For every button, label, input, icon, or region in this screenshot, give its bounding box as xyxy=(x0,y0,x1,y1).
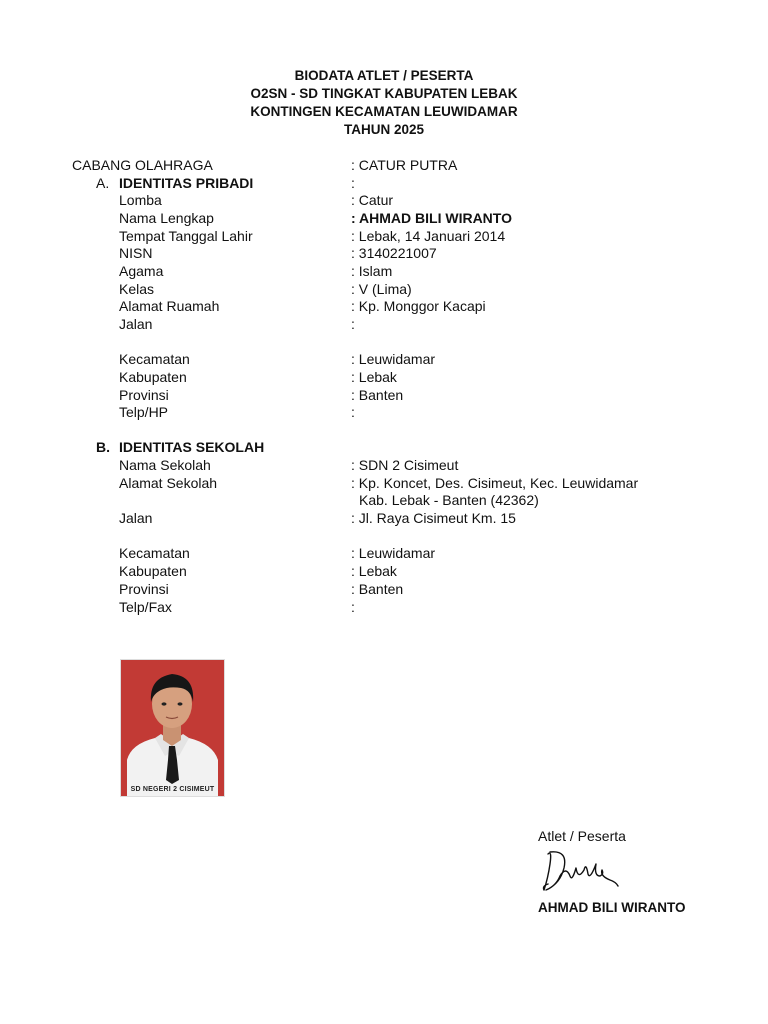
field-value: : Banten xyxy=(351,387,404,403)
section-b-marker: B. xyxy=(96,439,110,455)
field-label: Alamat Ruamah xyxy=(119,298,220,314)
field-value: : SDN 2 Cisimeut xyxy=(351,457,459,473)
section-a-heading xyxy=(0,174,768,192)
field-value: : Islam xyxy=(351,263,393,279)
field-label: Nama Lengkap xyxy=(119,210,214,226)
field-row-nisn xyxy=(0,244,768,262)
field-value: : Banten xyxy=(351,581,404,597)
field-label: Nama Sekolah xyxy=(119,457,211,473)
field-value: : Kp. Monggor Kacapi xyxy=(351,298,486,314)
field-value: : Leuwidamar xyxy=(351,545,436,561)
photo-caption: SD NEGERI 2 CISIMEUT xyxy=(130,786,215,793)
field-value: : V (Lima) xyxy=(351,281,412,297)
section-a-colon: : xyxy=(351,175,355,191)
field-label: Tempat Tanggal Lahir xyxy=(119,228,253,244)
section-b-heading xyxy=(0,438,768,456)
field-value: : Lebak xyxy=(351,563,397,579)
field-row-agama xyxy=(0,262,768,280)
field-label: NISN xyxy=(119,245,153,261)
cabang-value: : CATUR PUTRA xyxy=(351,157,458,173)
field-value: : Leuwidamar xyxy=(351,351,436,367)
field-label: Kelas xyxy=(119,281,155,297)
field-label: Jalan xyxy=(119,316,153,332)
header-contingent: KONTINGEN KECAMATAN LEUWIDAMAR xyxy=(250,104,518,119)
field-row-kecamatan xyxy=(0,350,768,368)
field-row-alamat-rumah xyxy=(0,297,768,315)
field-label: Lomba xyxy=(119,192,162,208)
field-value: : Lebak xyxy=(351,369,397,385)
field-row-alamat-sekolah xyxy=(0,474,768,492)
handwritten-signature-icon xyxy=(538,846,628,896)
field-label: Alamat Sekolah xyxy=(119,475,218,491)
field-value-continued: Kab. Lebak - Banten (42362) xyxy=(359,492,539,508)
field-row-provinsi xyxy=(0,386,768,404)
field-row-jalan xyxy=(0,315,768,333)
field-value: : Lebak, 14 Januari 2014 xyxy=(351,228,506,244)
field-value: : xyxy=(351,599,355,615)
field-value: : Kp. Koncet, Des. Cisimeut, Kec. Leuwidamar xyxy=(351,475,639,491)
field-value: : Catur xyxy=(351,192,394,208)
field-label: Kecamatan xyxy=(119,351,190,367)
field-label: Kabupaten xyxy=(119,369,187,385)
field-label: Provinsi xyxy=(119,581,169,597)
field-row-telp-fax xyxy=(0,598,768,616)
field-label: Agama xyxy=(119,263,164,279)
field-row-kecamatan-sekolah xyxy=(0,544,768,562)
field-row-alamat-sekolah-cont xyxy=(0,491,768,509)
field-row-jalan-sekolah xyxy=(0,509,768,527)
field-row-nama-sekolah xyxy=(0,456,768,474)
field-row-provinsi-sekolah xyxy=(0,580,768,598)
section-a-title: IDENTITAS PRIBADI xyxy=(119,175,254,191)
field-row-nama-lengkap xyxy=(0,209,768,227)
field-row-kabupaten-sekolah xyxy=(0,562,768,580)
student-photo xyxy=(120,659,225,797)
field-label: Jalan xyxy=(119,510,153,526)
document-header xyxy=(0,67,768,139)
section-b-title: IDENTITAS SEKOLAH xyxy=(119,439,265,455)
field-row-kelas xyxy=(0,280,768,298)
cabang-label: CABANG OLAHRAGA xyxy=(72,157,213,173)
field-value: : AHMAD BILI WIRANTO xyxy=(351,210,512,226)
field-label: Provinsi xyxy=(119,387,169,403)
section-a-marker: A. xyxy=(96,175,110,191)
header-title: BIODATA ATLET / PESERTA xyxy=(294,68,474,83)
field-label: Kabupaten xyxy=(119,563,187,579)
field-row-lomba xyxy=(0,191,768,209)
cabang-row xyxy=(0,156,768,174)
signature-title: Atlet / Peserta xyxy=(538,828,626,844)
field-row-telp xyxy=(0,403,768,421)
field-label: Kecamatan xyxy=(119,545,190,561)
field-row-ttl xyxy=(0,227,768,245)
field-value: : 3140221007 xyxy=(351,245,437,261)
student-portrait-graphic xyxy=(121,660,224,796)
header-year: TAHUN 2025 xyxy=(343,122,425,137)
field-row-kabupaten xyxy=(0,368,768,386)
field-label: Telp/HP xyxy=(119,404,169,420)
signature-name: AHMAD BILI WIRANTO xyxy=(538,900,686,915)
field-value: : xyxy=(351,404,355,420)
field-label: Telp/Fax xyxy=(119,599,172,615)
field-value: : Jl. Raya Cisimeut Km. 15 xyxy=(351,510,516,526)
header-event: O2SN - SD TINGKAT KABUPATEN LEBAK xyxy=(250,86,518,101)
field-value: : xyxy=(351,316,355,332)
